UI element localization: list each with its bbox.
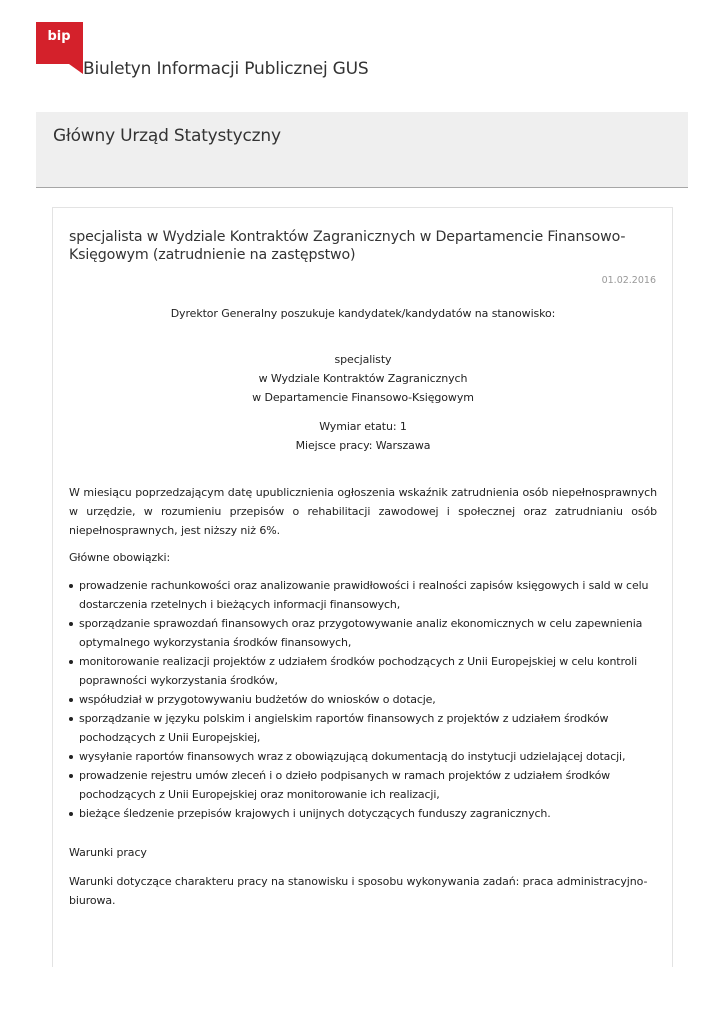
bip-logo-text: bip: [47, 29, 71, 44]
position-line: w Departamencie Finansowo-Księgowym: [252, 391, 474, 404]
position-line: specjalisty: [334, 353, 392, 366]
duties-heading: Główne obowiązki:: [69, 551, 171, 564]
conditions-heading: Warunki pracy: [69, 846, 147, 859]
position-details: [69, 417, 657, 455]
disability-note: W miesiącu poprzedzającym datę upublicznienia ogłoszenia wskaźnik zatrudnienia osób niepełnosprawnych w urzędzie, w rozumieniu przepisów o rehabilitacji zawodowej i społecznej oraz zatrudnianiu osób niepełnosprawnych, jest niższy niż 6%.: [69, 486, 657, 537]
list-item: sporządzanie sprawozdań finansowych oraz przygotowywanie analiz ekonomicznych w celu zapewnienia optymalnego wykorzystania środków finansowych,: [69, 614, 659, 652]
bip-logo[interactable]: [36, 20, 83, 74]
duties-list: [69, 576, 659, 823]
list-item: współudział w przygotowywaniu budżetów do wniosków o dotacje,: [69, 690, 659, 709]
article-title: specjalista w Wydziale Kontraktów Zagranicznych w Departamencie Finansowo-Księgowym (zatrudnienie na zastępstwo): [69, 229, 626, 263]
publication-date: 01.02.2016: [601, 275, 656, 286]
site-name[interactable]: Biuletyn Informacji Publicznej GUS: [83, 59, 369, 79]
list-item: bieżące śledzenie przepisów krajowych i unijnych dotyczących funduszy zagranicznych.: [69, 804, 659, 823]
conditions-text: Warunki dotyczące charakteru pracy na stanowisku i sposobu wykonywania zadań: praca administracyjno-biurowa.: [69, 875, 648, 907]
list-item: sporządzanie w języku polskim i angielskim raportów finansowych z projektów z udziałem środków pochodzących z Unii Europejskiej,: [69, 709, 659, 747]
list-item: prowadzenie rachunkowości oraz analizowanie prawidłowości i realności zapisów księgowych i sald w celu dostarczenia rzetelnych i bieżących informacji finansowych,: [69, 576, 659, 614]
work-location: Miejsce pracy: Warszawa: [295, 439, 431, 452]
article-card: [52, 207, 673, 967]
list-item: wysyłanie raportów finansowych wraz z obowiązującą dokumentacją do instytucji udzielającej dotacji,: [69, 747, 659, 766]
list-item: monitorowanie realizacji projektów z udziałem środków pochodzących z Unii Europejskiej w celu kontroli poprawności wykorzystania środków,: [69, 652, 659, 690]
intro-text: Dyrektor Generalny poszukuje kandydatek/kandydatów na stanowisko:: [170, 307, 556, 320]
position-line: w Wydziale Kontraktów Zagranicznych: [258, 372, 468, 385]
workload: Wymiar etatu: 1: [319, 420, 407, 433]
position-name: [69, 350, 657, 407]
list-item: prowadzenie rejestru umów zleceń i o dzieło podpisanych w ramach projektów z udziałem środków pochodzących z Unii Europejskiej oraz monitorowanie ich realizacji,: [69, 766, 659, 804]
organization-band: [36, 112, 688, 188]
organization-name[interactable]: Główny Urząd Statystyczny: [53, 126, 281, 146]
